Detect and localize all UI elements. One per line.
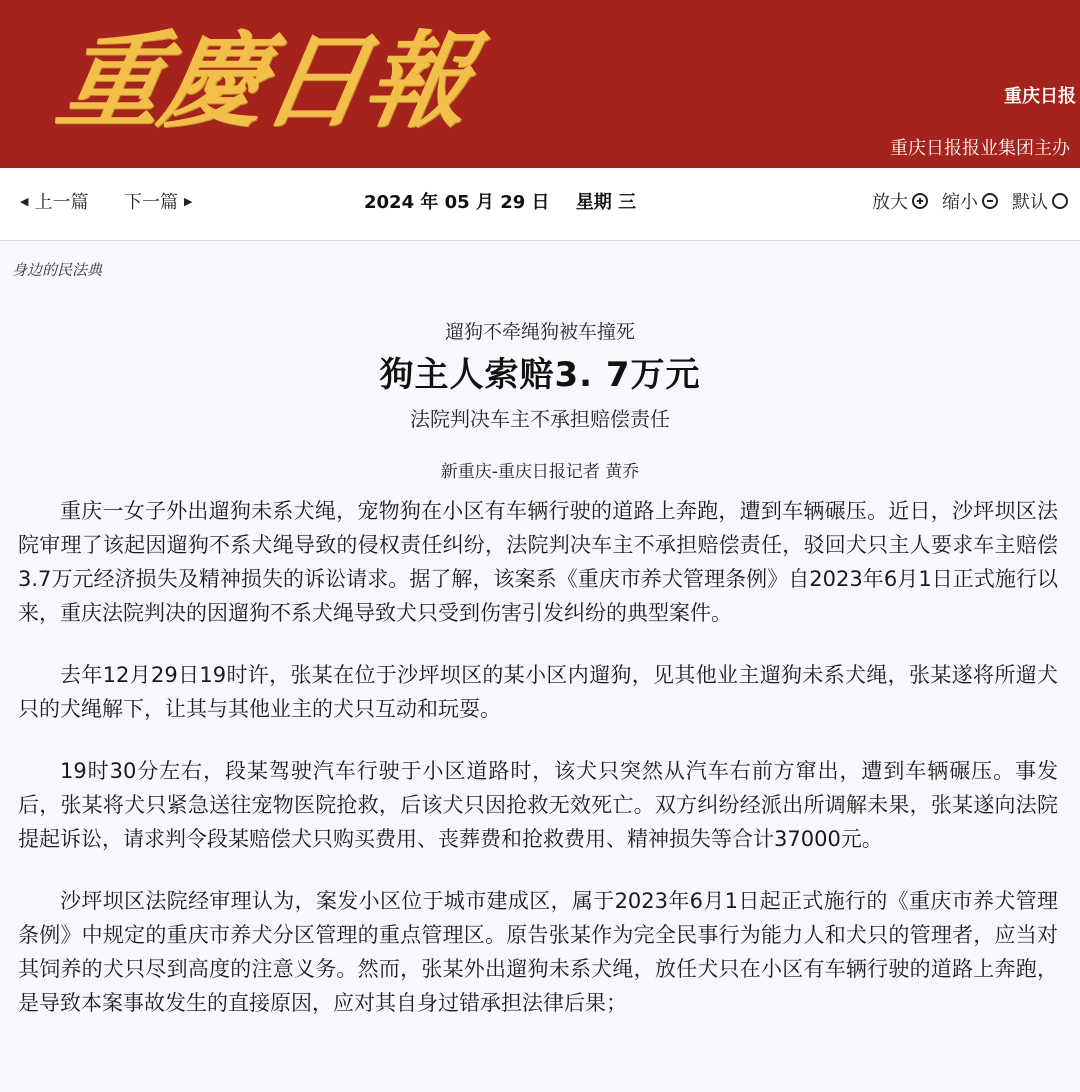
zoom-out-label: 缩小 [942,192,978,213]
next-article-link[interactable] [124,188,192,214]
publisher-text: 重庆日报报业集团主办 [890,138,1070,159]
pre-title: 遛狗不牵绳狗被车撞死 [444,321,635,343]
zoom-default-label: 默认 [1012,192,1048,213]
paragraph: 重庆一女子外出遛狗未系犬绳，宠物狗在小区有车辆行驶的道路上奔跑，遭到车辆碾压。近日，沙坪坝区法院审理了该起因遛狗不系犬绳导致的侵权责任纠纷，法院判决车主不承担赔偿责任，驳回犬只主人要求车主赔偿3.7万元经济损失及精神损失的诉讼请求。据了解，该案系《重庆市养犬管理条例》自2023年6月1日正式施行以来，重庆法院判决的因遛狗不系犬绳导致犬只受到伤害引发纠纷的典型案件。 [18,499,1058,625]
article-title: 狗主人索赔3. 7万元 [379,355,701,395]
circle-icon [1052,193,1068,209]
masthead [0,0,1080,168]
paragraph: 19时30分左右，段某驾驶汽车行驶于小区道路时，该犬只突然从汽车右前方窜出，遭到车辆碾压。事发后，张某将犬只紧急送往宠物医院抢救，后该犬只因抢救无效死亡。双方纠纷经派出所调解未果，张某遂向法院提起诉讼，请求判令段某赔偿犬只购买费用、丧葬费和抢救费用、精神损失等合计37000元。 [18,759,1058,851]
article-body [18,494,1058,1048]
toolbar [0,168,1080,241]
paragraph: 去年12月29日19时许，张某在位于沙坪坝区的某小区内遛狗，见其他业主遛狗未系犬绳，张某遂将所遛犬只的犬绳解下，让其与其他业主的犬只互动和玩耍。 [18,663,1058,721]
triangle-right-icon: ▶ [184,194,193,208]
plus-circle-icon [912,193,928,209]
zoom-in-label: 放大 [872,192,908,213]
zoom-in-button[interactable] [872,188,928,214]
article [0,241,1080,1092]
zoom-out-button[interactable] [942,188,998,214]
column-tag: 身边的民法典 [12,261,103,279]
paragraph: 沙坪坝区法院经审理认为，案发小区位于城市建成区，属于2023年6月1日起正式施行的《重庆市养犬管理条例》中规定的重庆市养犬分区管理的重点管理区。原告张某作为完全民事行为能力人和犬只的管理者，应当对其饲养的犬只尽到高度的注意义务。然而，张某外出遛狗未系犬绳，放任犬只在小区有车辆行驶的道路上奔跑，是导致本案事故发生的直接原因，应对其自身过错承担法律后果； [18,889,1058,1015]
next-article-label: 下一篇 [124,192,178,213]
date-text: 2024 年 05 月 29 日 [364,192,550,213]
byline: 新重庆-重庆日报记者 黄乔 [440,462,640,482]
zoom-controls [872,188,1068,214]
prev-article-link[interactable] [20,188,88,214]
article-subtitle: 法院判决车主不承担赔偿责任 [410,407,670,431]
weekday-text: 星期 三 [575,192,637,213]
issue-date [364,188,636,214]
newspaper-logo[interactable]: 重慶日報 [49,19,479,142]
zoom-default-button[interactable] [1012,188,1068,214]
prev-article-label: 上一篇 [34,192,89,213]
triangle-left-icon: ◀ [20,194,29,208]
brand-name: 重庆日报 [1004,86,1076,107]
minus-circle-icon [982,193,998,209]
